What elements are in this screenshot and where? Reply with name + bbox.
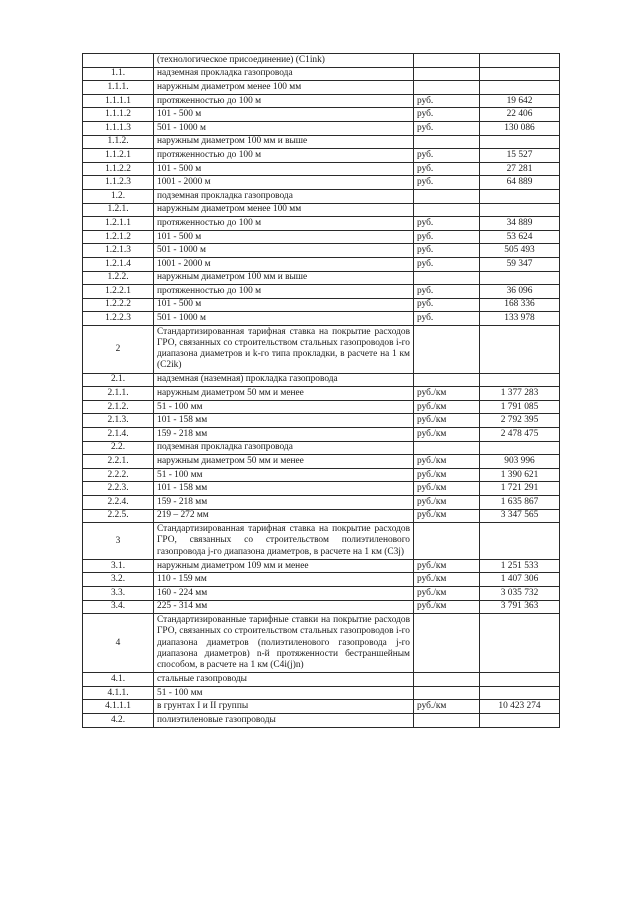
row-unit (414, 81, 480, 95)
row-description: Стандартизированная тарифная ставка на покрытие расходов ГРО, связанных со строительством стальных газопроводов i-го диапазона диаметров и k-го типа прокладки, в расчете на 1 км (C2ik) (154, 325, 414, 373)
table-row (83, 325, 560, 373)
row-description: 159 - 218 мм (154, 496, 414, 510)
table-row (83, 81, 560, 95)
row-number: 1.1.1.3 (83, 121, 154, 135)
row-value: 1 377 283 (480, 387, 560, 401)
row-number: 2.2. (83, 441, 154, 455)
row-value: 10 423 274 (480, 700, 560, 714)
row-number: 3.3. (83, 587, 154, 601)
row-number: 1.1.1. (83, 81, 154, 95)
row-description: 1001 - 2000 м (154, 176, 414, 190)
row-unit (414, 67, 480, 81)
row-unit: руб./км (414, 468, 480, 482)
row-description: 225 - 314 мм (154, 600, 414, 614)
row-description: стальные газопроводы (154, 673, 414, 687)
row-number: 1.1.2.3 (83, 176, 154, 190)
table-row (83, 271, 560, 285)
row-unit: руб. (414, 312, 480, 326)
row-value: 168 336 (480, 298, 560, 312)
table-row (83, 257, 560, 271)
row-unit (414, 373, 480, 387)
row-value: 505 493 (480, 244, 560, 258)
row-number: 1.2.2.3 (83, 312, 154, 326)
row-unit (414, 325, 480, 373)
row-description: подземная прокладка газопровода (154, 441, 414, 455)
table-row (83, 54, 560, 68)
tariff-rates-table (82, 53, 560, 728)
row-number: 2.2.4. (83, 496, 154, 510)
row-number: 2.1.1. (83, 387, 154, 401)
row-value (480, 135, 560, 149)
table-row (83, 686, 560, 700)
row-unit: руб. (414, 244, 480, 258)
row-unit: руб. (414, 149, 480, 163)
row-description: 110 - 159 мм (154, 573, 414, 587)
row-description: 159 - 218 мм (154, 428, 414, 442)
row-value: 22 406 (480, 108, 560, 122)
row-value (480, 714, 560, 728)
tariff-document-page (82, 53, 560, 728)
table-row (83, 673, 560, 687)
row-number: 3 (83, 523, 154, 560)
row-unit (414, 523, 480, 560)
row-unit: руб. (414, 230, 480, 244)
row-description: 160 - 224 мм (154, 587, 414, 601)
row-value: 36 096 (480, 285, 560, 299)
tariff-table-body (83, 54, 560, 728)
table-row (83, 559, 560, 573)
row-number: 4 (83, 614, 154, 673)
row-value (480, 523, 560, 560)
row-value: 2 792 395 (480, 414, 560, 428)
row-number: 1.1. (83, 67, 154, 81)
row-unit: руб./км (414, 400, 480, 414)
table-row (83, 428, 560, 442)
row-value: 1 635 867 (480, 496, 560, 510)
row-description: наружным диаметром 50 мм и менее (154, 387, 414, 401)
row-unit: руб./км (414, 559, 480, 573)
row-value (480, 271, 560, 285)
row-number: 3.4. (83, 600, 154, 614)
row-value (480, 54, 560, 68)
row-value: 3 347 565 (480, 509, 560, 523)
row-number: 2.2.1. (83, 455, 154, 469)
row-unit: руб./км (414, 455, 480, 469)
table-row (83, 162, 560, 176)
row-value (480, 203, 560, 217)
table-row (83, 149, 560, 163)
row-value: 59 347 (480, 257, 560, 271)
row-description: наружным диаметром 50 мм и менее (154, 455, 414, 469)
table-row (83, 121, 560, 135)
row-description: 1001 - 2000 м (154, 257, 414, 271)
row-value: 2 478 475 (480, 428, 560, 442)
table-row (83, 523, 560, 560)
row-description: 101 - 500 м (154, 230, 414, 244)
table-row (83, 244, 560, 258)
row-value (480, 441, 560, 455)
table-row (83, 400, 560, 414)
row-unit (414, 54, 480, 68)
table-row (83, 298, 560, 312)
row-number: 1.1.2.2 (83, 162, 154, 176)
table-row (83, 108, 560, 122)
table-row (83, 509, 560, 523)
row-description: 101 - 158 мм (154, 482, 414, 496)
row-number: 2.2.3. (83, 482, 154, 496)
row-number: 2 (83, 325, 154, 373)
row-description: наружным диаметром 100 мм и выше (154, 135, 414, 149)
row-unit (414, 135, 480, 149)
row-unit: руб./км (414, 573, 480, 587)
row-number: 4.1.1.1 (83, 700, 154, 714)
row-description: Стандартизированная тарифная ставка на покрытие расходов ГРО, связанных со строительством полиэтиленового газопровода j-го диапазона диаметров, в расчете на 1 км (C3j) (154, 523, 414, 560)
row-value: 1 407 306 (480, 573, 560, 587)
row-description: наружным диаметром 100 мм и выше (154, 271, 414, 285)
row-number: 3.2. (83, 573, 154, 587)
row-number: 1.2.1. (83, 203, 154, 217)
row-number: 3.1. (83, 559, 154, 573)
row-unit: руб. (414, 108, 480, 122)
table-row (83, 373, 560, 387)
row-unit (414, 686, 480, 700)
row-number: 2.2.2. (83, 468, 154, 482)
row-number: 4.2. (83, 714, 154, 728)
row-value: 133 978 (480, 312, 560, 326)
table-row (83, 414, 560, 428)
row-unit: руб./км (414, 496, 480, 510)
row-description: 501 - 1000 м (154, 312, 414, 326)
row-number: 1.2.2.1 (83, 285, 154, 299)
row-unit: руб./км (414, 587, 480, 601)
row-number: 1.1.2. (83, 135, 154, 149)
row-description: протяженностью до 100 м (154, 285, 414, 299)
row-value: 19 642 (480, 94, 560, 108)
table-row (83, 441, 560, 455)
row-description: 101 - 158 мм (154, 414, 414, 428)
table-row (83, 496, 560, 510)
row-unit: руб. (414, 217, 480, 231)
row-description: 51 - 100 мм (154, 400, 414, 414)
table-row (83, 614, 560, 673)
row-description: 101 - 500 м (154, 108, 414, 122)
row-description: (технологическое присоединение) (C1ink) (154, 54, 414, 68)
table-row (83, 230, 560, 244)
row-description: протяженностью до 100 м (154, 217, 414, 231)
row-value (480, 614, 560, 673)
table-row (83, 285, 560, 299)
row-value: 34 889 (480, 217, 560, 231)
row-unit: руб. (414, 176, 480, 190)
row-unit: руб. (414, 298, 480, 312)
row-description: 101 - 500 м (154, 162, 414, 176)
row-value: 27 281 (480, 162, 560, 176)
row-number: 1.2.1.1 (83, 217, 154, 231)
row-value: 64 889 (480, 176, 560, 190)
row-number: 4.1.1. (83, 686, 154, 700)
row-unit: руб. (414, 285, 480, 299)
row-description: 51 - 100 мм (154, 468, 414, 482)
row-unit: руб. (414, 121, 480, 135)
table-row (83, 600, 560, 614)
table-row (83, 176, 560, 190)
row-value (480, 189, 560, 203)
table-row (83, 573, 560, 587)
row-value (480, 686, 560, 700)
row-unit (414, 271, 480, 285)
row-description: в грунтах I и II группы (154, 700, 414, 714)
row-number: 4.1. (83, 673, 154, 687)
row-value (480, 673, 560, 687)
row-description: протяженностью до 100 м (154, 94, 414, 108)
row-number: 1.1.1.2 (83, 108, 154, 122)
row-number: 1.1.1.1 (83, 94, 154, 108)
table-row (83, 387, 560, 401)
row-unit: руб. (414, 257, 480, 271)
row-number: 1.2.1.2 (83, 230, 154, 244)
table-row (83, 468, 560, 482)
row-description: подземная прокладка газопровода (154, 189, 414, 203)
row-number (83, 54, 154, 68)
table-row (83, 135, 560, 149)
row-value: 15 527 (480, 149, 560, 163)
row-value: 3 035 732 (480, 587, 560, 601)
row-unit: руб./км (414, 414, 480, 428)
row-value: 53 624 (480, 230, 560, 244)
row-unit (414, 203, 480, 217)
row-unit: руб. (414, 94, 480, 108)
row-value: 1 791 085 (480, 400, 560, 414)
row-number: 2.1. (83, 373, 154, 387)
table-row (83, 700, 560, 714)
row-number: 2.1.4. (83, 428, 154, 442)
table-row (83, 217, 560, 231)
row-number: 2.2.5. (83, 509, 154, 523)
row-number: 2.1.3. (83, 414, 154, 428)
row-description: 219 – 272 мм (154, 509, 414, 523)
table-row (83, 312, 560, 326)
row-description: надземная (наземная) прокладка газопровода (154, 373, 414, 387)
row-number: 1.2.1.4 (83, 257, 154, 271)
table-row (83, 94, 560, 108)
row-description: протяженностью до 100 м (154, 149, 414, 163)
row-number: 1.2. (83, 189, 154, 203)
row-unit: руб./км (414, 387, 480, 401)
row-value: 903 996 (480, 455, 560, 469)
row-unit: руб./км (414, 428, 480, 442)
table-row (83, 203, 560, 217)
row-unit (414, 441, 480, 455)
row-unit: руб./км (414, 509, 480, 523)
row-value: 1 390 621 (480, 468, 560, 482)
row-unit (414, 614, 480, 673)
row-value: 1 721 291 (480, 482, 560, 496)
row-description: наружным диаметром менее 100 мм (154, 203, 414, 217)
row-value (480, 67, 560, 81)
row-unit: руб. (414, 162, 480, 176)
row-number: 1.2.1.3 (83, 244, 154, 258)
row-value: 1 251 533 (480, 559, 560, 573)
row-description: 51 - 100 мм (154, 686, 414, 700)
row-description: 501 - 1000 м (154, 244, 414, 258)
row-unit (414, 189, 480, 203)
row-description: наружным диаметром менее 100 мм (154, 81, 414, 95)
row-number: 2.1.2. (83, 400, 154, 414)
row-value: 130 086 (480, 121, 560, 135)
table-row (83, 482, 560, 496)
table-row (83, 67, 560, 81)
table-row (83, 189, 560, 203)
row-description: Стандартизированные тарифные ставки на покрытие расходов ГРО, связанных со строительством стальных газопроводов i-го диапазона диаметров (полиэтиленового газопровода j-го диапазона диаметров) n-й протяженности бестраншейным способом, в расчете на 1 км (C4i(j)n) (154, 614, 414, 673)
row-unit: руб./км (414, 600, 480, 614)
row-number: 1.2.2.2 (83, 298, 154, 312)
row-description: полиэтиленовые газопроводы (154, 714, 414, 728)
row-value (480, 373, 560, 387)
row-unit: руб./км (414, 482, 480, 496)
row-value: 3 791 363 (480, 600, 560, 614)
row-unit (414, 673, 480, 687)
table-row (83, 455, 560, 469)
table-row (83, 714, 560, 728)
row-description: надземная прокладка газопровода (154, 67, 414, 81)
row-value (480, 81, 560, 95)
row-number: 1.1.2.1 (83, 149, 154, 163)
row-value (480, 325, 560, 373)
table-row (83, 587, 560, 601)
row-unit: руб./км (414, 700, 480, 714)
row-number: 1.2.2. (83, 271, 154, 285)
row-description: 501 - 1000 м (154, 121, 414, 135)
row-description: 101 - 500 м (154, 298, 414, 312)
row-unit (414, 714, 480, 728)
row-description: наружным диаметром 109 мм и менее (154, 559, 414, 573)
